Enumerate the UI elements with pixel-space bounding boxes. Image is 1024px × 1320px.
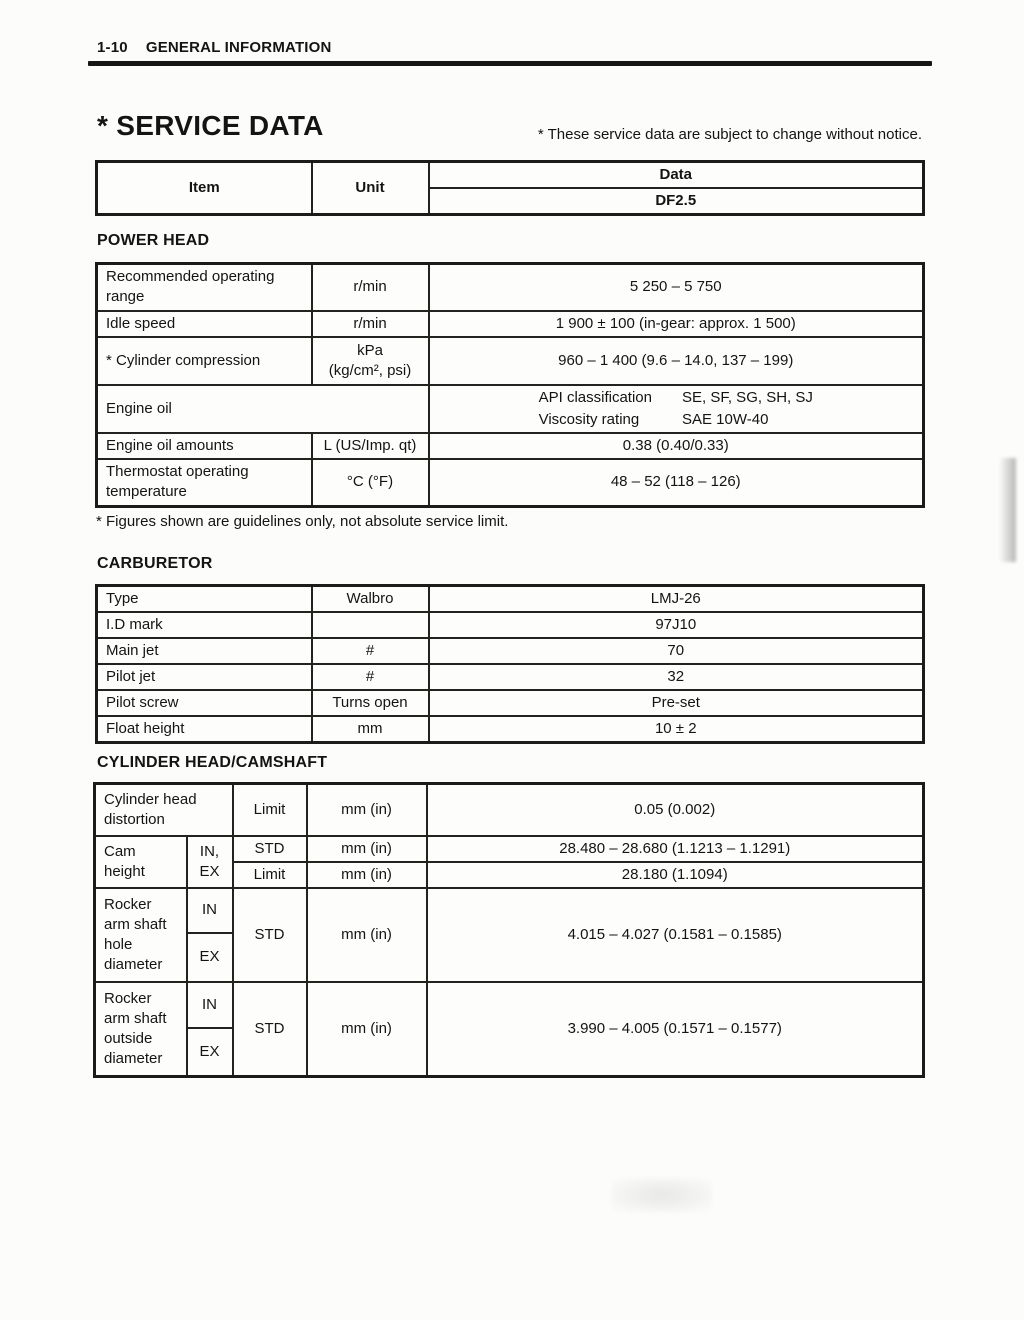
spec-item: Engine oil amounts — [97, 433, 312, 459]
spec-value — [429, 385, 924, 433]
running-header — [97, 39, 332, 56]
spec-item: Cylinder head distortion — [95, 784, 233, 836]
title-note: * These service data are subject to change without notice. — [537, 126, 922, 143]
page-number: 1-10 — [97, 39, 128, 56]
table-row — [97, 716, 924, 743]
valve-cell: IN — [187, 982, 233, 1028]
col-header-model: DF2.5 — [429, 188, 924, 215]
spec-value: 10 ± 2 — [429, 716, 924, 743]
spec-unit: # — [312, 664, 429, 690]
table-row — [97, 586, 924, 613]
spec-unit: °C (°F) — [312, 459, 429, 507]
spec-value: 3.990 – 4.005 (0.1571 – 0.1577) — [427, 982, 924, 1077]
carburetor-table — [95, 584, 925, 744]
spec-value: 0.38 (0.40/0.33) — [429, 433, 924, 459]
spec-unit: Turns open — [312, 690, 429, 716]
col-header-unit: Unit — [312, 162, 429, 215]
spec-item: Float height — [97, 716, 312, 743]
spec-label: API classification — [538, 388, 652, 406]
spec-item: Cam height — [95, 836, 187, 888]
spec-unit: mm (in) — [307, 836, 427, 862]
section-label-power-head: POWER HEAD — [97, 232, 210, 249]
table-row — [97, 264, 924, 311]
unit-line-2: (kg/cm², psi) — [328, 361, 412, 379]
spec-unit — [312, 337, 429, 385]
spec-unit: mm (in) — [307, 888, 427, 982]
table-row — [97, 612, 924, 638]
table-row — [97, 433, 924, 459]
table-row — [95, 836, 924, 862]
spec-item: Rocker arm shaft outside diameter — [95, 982, 187, 1077]
cylinder-head-table — [93, 782, 925, 1078]
spec-value: SE, SF, SG, SH, SJ — [682, 388, 813, 406]
spec-item: Recommended operating range — [97, 264, 312, 311]
table-row — [97, 638, 924, 664]
spec-unit: mm (in) — [307, 784, 427, 836]
spec-value: 32 — [429, 664, 924, 690]
spec-item: Pilot jet — [97, 664, 312, 690]
spec-value: 960 – 1 400 (9.6 – 14.0, 137 – 199) — [429, 337, 924, 385]
spec-value: 48 – 52 (118 – 126) — [429, 459, 924, 507]
table-row — [97, 459, 924, 507]
spec-value: 70 — [429, 638, 924, 664]
spec-unit: mm (in) — [307, 982, 427, 1077]
section-label-carburetor: CARBURETOR — [97, 555, 213, 572]
spec-item: Thermostat operating temperature — [97, 459, 312, 507]
col-header-data: Data — [429, 162, 924, 189]
spec-value: SAE 10W-40 — [682, 410, 769, 428]
unit-line-1: kPa — [357, 341, 383, 359]
table-row — [95, 784, 924, 836]
spec-value: 5 250 – 5 750 — [429, 264, 924, 311]
page-title: * SERVICE DATA — [97, 110, 324, 141]
spec-value: 4.015 – 4.027 (0.1581 – 0.1585) — [427, 888, 924, 982]
spec-value: 28.480 – 28.680 (1.1213 – 1.1291) — [427, 836, 924, 862]
spec-value: 0.05 (0.002) — [427, 784, 924, 836]
valve-cell: EX — [187, 933, 233, 982]
table-row — [95, 982, 924, 1028]
table-row — [97, 664, 924, 690]
spec-unit: r/min — [312, 311, 429, 337]
spec-item: Idle speed — [97, 311, 312, 337]
spec-item: * Cylinder compression — [97, 337, 312, 385]
spec-unit: r/min — [312, 264, 429, 311]
spec-grade: STD — [233, 836, 307, 862]
valve-cell: EX — [187, 1028, 233, 1077]
spec-grade: STD — [233, 982, 307, 1077]
scan-artifact-smudge — [612, 1178, 712, 1212]
spec-value: 97J10 — [429, 612, 924, 638]
spec-item: Rocker arm shaft hole diameter — [95, 888, 187, 982]
spec-unit: # — [312, 638, 429, 664]
spec-value: Pre-set — [429, 690, 924, 716]
table-row — [97, 337, 924, 385]
spec-unit: mm — [312, 716, 429, 743]
spec-item: Main jet — [97, 638, 312, 664]
table-row — [97, 311, 924, 337]
spec-value: 1 900 ± 100 (in-gear: approx. 1 500) — [429, 311, 924, 337]
engine-oil-spec-block — [539, 388, 813, 430]
valve-cell: IN, EX — [187, 836, 233, 888]
table-row — [97, 385, 924, 433]
spec-value: 28.180 (1.1094) — [427, 862, 924, 888]
valve-cell: IN — [187, 888, 233, 933]
spec-unit — [312, 612, 429, 638]
table-row — [95, 888, 924, 933]
spec-grade: Limit — [233, 784, 307, 836]
spec-item: Engine oil — [97, 385, 429, 433]
spec-item: I.D mark — [97, 612, 312, 638]
spec-item: Type — [97, 586, 312, 613]
section-label-cylinder-head: CYLINDER HEAD/CAMSHAFT — [97, 754, 328, 771]
spec-value: LMJ-26 — [429, 586, 924, 613]
spec-unit: Walbro — [312, 586, 429, 613]
col-header-item: Item — [97, 162, 312, 215]
chapter-title: GENERAL INFORMATION — [145, 39, 332, 56]
scan-artifact-right-edge — [999, 458, 1016, 562]
power-head-footnote: * Figures shown are guidelines only, not absolute service limit. — [96, 513, 509, 530]
spec-header-table — [95, 160, 925, 216]
spec-grade: STD — [233, 888, 307, 982]
spec-unit: L (US/Imp. qt) — [312, 433, 429, 459]
spec-unit: mm (in) — [307, 862, 427, 888]
header-rule — [88, 61, 932, 66]
power-head-table — [95, 262, 925, 508]
spec-grade: Limit — [233, 862, 307, 888]
spec-label: Viscosity rating — [538, 410, 640, 428]
spec-item: Pilot screw — [97, 690, 312, 716]
table-row — [97, 690, 924, 716]
